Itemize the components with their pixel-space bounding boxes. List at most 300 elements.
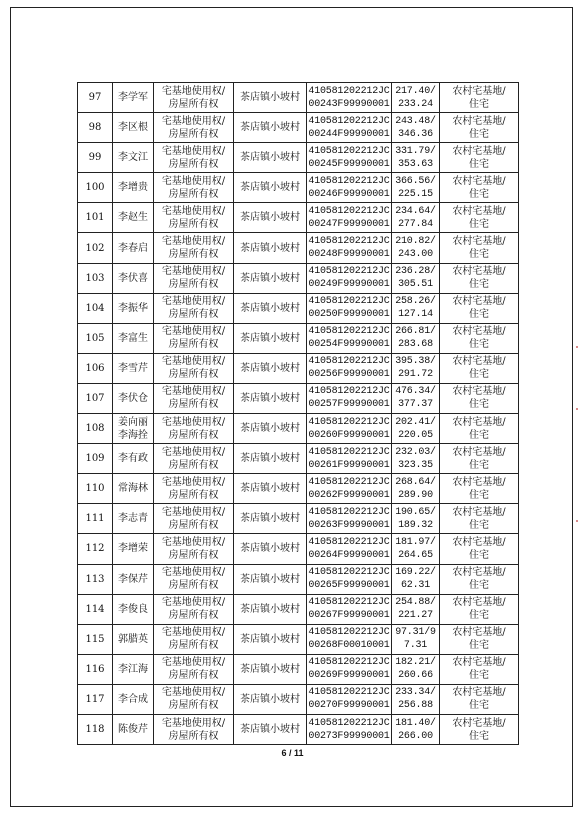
parcel-code-line: 00250F99990001 [308, 309, 390, 321]
row-number-cell: 101 [78, 203, 113, 233]
parcel-code-line: 410581202212JC [308, 627, 390, 639]
location-cell: 茶店镇小坡村 [234, 233, 307, 263]
parcel-code-line: 00254F99990001 [308, 339, 390, 351]
owner-name-line: 李雪芹 [118, 362, 148, 374]
owner-name-line: 李区根 [118, 122, 148, 134]
parcel-code-cell [307, 714, 392, 744]
row-number-cell: 103 [78, 263, 113, 293]
table-row [78, 594, 519, 624]
area-line: 476.34/ [395, 386, 436, 398]
parcel-code-cell [307, 83, 392, 113]
land-use-cell [440, 113, 519, 143]
parcel-code-line: 00264F99990001 [308, 549, 390, 561]
table-row [78, 714, 519, 744]
table-row [78, 684, 519, 714]
location-cell: 茶店镇小坡村 [234, 383, 307, 413]
parcel-code-line: 410581202212JC [308, 536, 390, 548]
owner-name-line: 李伏喜 [118, 272, 148, 284]
location-cell: 茶店镇小坡村 [234, 353, 307, 383]
area-cell [392, 173, 440, 203]
table-row [78, 323, 519, 353]
right-type-cell [154, 414, 234, 444]
right-type-line: 宅基地使用权/ [161, 175, 226, 187]
parcel-code-cell [307, 654, 392, 684]
row-number-cell: 113 [78, 564, 113, 594]
land-use-line: 农村宅基地/ [452, 446, 506, 458]
table-row [78, 173, 519, 203]
page-current: 6 [281, 748, 287, 758]
land-use-cell [440, 534, 519, 564]
owner-name-line: 李合成 [118, 693, 148, 705]
land-use-cell [440, 414, 519, 444]
parcel-code-line: 410581202212JC [308, 356, 390, 368]
location-cell: 茶店镇小坡村 [234, 684, 307, 714]
table-row [78, 624, 519, 654]
right-type-cell [154, 233, 234, 263]
page-total: 11 [294, 748, 304, 758]
location-cell: 茶店镇小坡村 [234, 564, 307, 594]
area-cell [392, 684, 440, 714]
parcel-code-cell [307, 564, 392, 594]
area-line: 169.22/ [395, 567, 436, 579]
area-line: 181.40/ [395, 717, 436, 729]
right-type-line: 宅基地使用权/ [161, 536, 226, 548]
area-line: 256.88 [398, 700, 433, 712]
row-number-cell: 118 [78, 714, 113, 744]
owner-name-cell [113, 383, 154, 413]
parcel-code-line: 410581202212JC [308, 205, 390, 217]
right-type-cell [154, 143, 234, 173]
margin-mark [576, 346, 578, 348]
right-type-line: 宅基地使用权/ [161, 85, 226, 97]
location-cell: 茶店镇小坡村 [234, 444, 307, 474]
parcel-code-line: 00270F99990001 [308, 700, 390, 712]
page-separator: / [286, 748, 294, 758]
owner-name-line: 李江海 [118, 663, 148, 675]
right-type-cell [154, 534, 234, 564]
row-number-cell: 111 [78, 504, 113, 534]
row-number-cell: 109 [78, 444, 113, 474]
location-cell: 茶店镇小坡村 [234, 474, 307, 504]
area-cell [392, 143, 440, 173]
owner-name-line: 李文江 [118, 152, 148, 164]
parcel-code-line: 410581202212JC [308, 85, 390, 97]
land-use-cell [440, 353, 519, 383]
owner-name-cell [113, 594, 154, 624]
location-cell: 茶店镇小坡村 [234, 173, 307, 203]
area-line: 181.97/ [395, 536, 436, 548]
right-type-line: 房屋所有权 [168, 519, 219, 531]
owner-name-line: 李保芹 [118, 573, 148, 585]
land-use-cell [440, 504, 519, 534]
right-type-cell [154, 173, 234, 203]
parcel-code-line: 00248F99990001 [308, 249, 390, 261]
location-cell: 茶店镇小坡村 [234, 143, 307, 173]
right-type-line: 宅基地使用权/ [161, 236, 226, 248]
table-row [78, 474, 519, 504]
right-type-line: 宅基地使用权/ [161, 657, 226, 669]
area-cell [392, 714, 440, 744]
parcel-code-line: 410581202212JC [308, 476, 390, 488]
land-use-line: 农村宅基地/ [452, 85, 506, 97]
area-cell [392, 564, 440, 594]
area-line: 346.36 [398, 128, 433, 140]
parcel-code-line: 410581202212JC [308, 145, 390, 157]
parcel-code-cell [307, 504, 392, 534]
area-line: 305.51 [398, 279, 433, 291]
owner-name-line: 李海拴 [118, 429, 148, 441]
right-type-line: 房屋所有权 [168, 158, 219, 170]
right-type-line: 房屋所有权 [168, 610, 219, 622]
land-use-line: 农村宅基地/ [452, 266, 506, 278]
land-use-line: 农村宅基地/ [452, 476, 506, 488]
margin-mark [576, 520, 578, 522]
row-number-cell: 102 [78, 233, 113, 263]
area-line: 266.00 [398, 730, 433, 742]
area-cell [392, 263, 440, 293]
row-number-cell: 100 [78, 173, 113, 203]
owner-name-cell [113, 323, 154, 353]
area-line: 353.63 [398, 158, 433, 170]
area-line: 210.82/ [395, 236, 436, 248]
area-cell [392, 624, 440, 654]
parcel-code-line: 00262F99990001 [308, 489, 390, 501]
land-use-cell [440, 594, 519, 624]
area-line: 283.68 [398, 339, 433, 351]
area-cell [392, 383, 440, 413]
right-type-cell [154, 383, 234, 413]
location-cell: 茶店镇小坡村 [234, 293, 307, 323]
parcel-code-line: 410581202212JC [308, 567, 390, 579]
land-use-line: 住宅 [469, 339, 489, 351]
owner-name-line: 李伏仓 [118, 392, 148, 404]
parcel-code-cell [307, 323, 392, 353]
parcel-code-line: 00261F99990001 [308, 459, 390, 471]
land-use-line: 住宅 [469, 489, 489, 501]
area-line: 190.65/ [395, 506, 436, 518]
area-line: 221.27 [398, 610, 433, 622]
owner-name-cell [113, 684, 154, 714]
parcel-code-cell [307, 474, 392, 504]
parcel-code-line: 00243F99990001 [308, 98, 390, 110]
land-use-line: 住宅 [469, 429, 489, 441]
owner-name-cell [113, 654, 154, 684]
table-row [78, 203, 519, 233]
owner-name-cell [113, 624, 154, 654]
right-type-cell [154, 504, 234, 534]
table-row [78, 263, 519, 293]
land-use-line: 住宅 [469, 519, 489, 531]
area-line: 266.81/ [395, 326, 436, 338]
right-type-line: 房屋所有权 [168, 188, 219, 200]
parcel-code-cell [307, 534, 392, 564]
land-use-line: 农村宅基地/ [452, 717, 506, 729]
area-cell [392, 474, 440, 504]
land-use-line: 农村宅基地/ [452, 506, 506, 518]
right-type-cell [154, 564, 234, 594]
land-use-line: 农村宅基地/ [452, 657, 506, 669]
right-type-line: 房屋所有权 [168, 279, 219, 291]
right-type-line: 房屋所有权 [168, 580, 219, 592]
right-type-line: 宅基地使用权/ [161, 506, 226, 518]
owner-name-cell [113, 353, 154, 383]
right-type-cell [154, 624, 234, 654]
parcel-code-line: 410581202212JC [308, 657, 390, 669]
row-number-cell: 108 [78, 414, 113, 444]
area-cell [392, 654, 440, 684]
owner-name-line: 郭腊英 [118, 633, 148, 645]
right-type-line: 宅基地使用权/ [161, 476, 226, 488]
owner-name-line: 陈俊芹 [118, 724, 148, 736]
parcel-code-line: 00265F99990001 [308, 580, 390, 592]
right-type-cell [154, 113, 234, 143]
land-use-line: 农村宅基地/ [452, 687, 506, 699]
land-use-line: 住宅 [469, 549, 489, 561]
right-type-cell [154, 293, 234, 323]
table-row [78, 293, 519, 323]
parcel-code-line: 410581202212JC [308, 236, 390, 248]
row-number-cell: 117 [78, 684, 113, 714]
location-cell: 茶店镇小坡村 [234, 654, 307, 684]
right-type-line: 宅基地使用权/ [161, 266, 226, 278]
land-use-cell [440, 383, 519, 413]
right-type-line: 房屋所有权 [168, 429, 219, 441]
area-cell [392, 293, 440, 323]
right-type-line: 宅基地使用权/ [161, 597, 226, 609]
location-cell: 茶店镇小坡村 [234, 414, 307, 444]
right-type-cell [154, 714, 234, 744]
area-cell [392, 233, 440, 263]
area-line: 217.40/ [395, 85, 436, 97]
right-type-line: 宅基地使用权/ [161, 446, 226, 458]
parcel-code-line: 410581202212JC [308, 386, 390, 398]
land-use-line: 农村宅基地/ [452, 356, 506, 368]
area-cell [392, 83, 440, 113]
parcel-code-line: 00244F99990001 [308, 128, 390, 140]
right-type-line: 房屋所有权 [168, 549, 219, 561]
parcel-code-cell [307, 444, 392, 474]
area-line: 97.31/9 [395, 627, 436, 639]
location-cell: 茶店镇小坡村 [234, 263, 307, 293]
right-type-line: 房屋所有权 [168, 249, 219, 261]
land-use-line: 住宅 [469, 309, 489, 321]
land-use-line: 住宅 [469, 158, 489, 170]
land-use-cell [440, 684, 519, 714]
land-use-line: 农村宅基地/ [452, 416, 506, 428]
owner-name-line: 李有政 [118, 453, 148, 465]
owner-name-cell [113, 714, 154, 744]
right-type-cell [154, 684, 234, 714]
row-number-cell: 115 [78, 624, 113, 654]
land-use-line: 住宅 [469, 610, 489, 622]
right-type-cell [154, 323, 234, 353]
owner-name-line: 李学军 [118, 92, 148, 104]
owner-name-cell [113, 263, 154, 293]
area-line: 243.00 [398, 249, 433, 261]
right-type-cell [154, 654, 234, 684]
parcel-code-line: 410581202212JC [308, 416, 390, 428]
area-line: 331.79/ [395, 145, 436, 157]
row-number-cell: 107 [78, 383, 113, 413]
right-type-cell [154, 263, 234, 293]
location-cell: 茶店镇小坡村 [234, 714, 307, 744]
table-row [78, 654, 519, 684]
owner-name-cell [113, 83, 154, 113]
right-type-line: 房屋所有权 [168, 339, 219, 351]
right-type-cell [154, 83, 234, 113]
land-use-line: 农村宅基地/ [452, 175, 506, 187]
parcel-code-cell [307, 173, 392, 203]
parcel-code-line: 410581202212JC [308, 115, 390, 127]
parcel-code-line: 00257F99990001 [308, 399, 390, 411]
right-type-line: 宅基地使用权/ [161, 567, 226, 579]
area-line: 323.35 [398, 459, 433, 471]
row-number-cell: 97 [78, 83, 113, 113]
area-line: 236.28/ [395, 266, 436, 278]
parcel-code-cell [307, 263, 392, 293]
area-cell [392, 594, 440, 624]
area-line: 268.64/ [395, 476, 436, 488]
area-line: 260.66 [398, 670, 433, 682]
land-use-line: 农村宅基地/ [452, 296, 506, 308]
area-cell [392, 444, 440, 474]
right-type-line: 房屋所有权 [168, 218, 219, 230]
owner-name-line: 李增荣 [118, 543, 148, 555]
table-row [78, 113, 519, 143]
location-cell: 茶店镇小坡村 [234, 504, 307, 534]
area-line: 182.21/ [395, 657, 436, 669]
parcel-code-cell [307, 414, 392, 444]
row-number-cell: 104 [78, 293, 113, 323]
area-line: 202.41/ [395, 416, 436, 428]
parcel-code-line: 00263F99990001 [308, 519, 390, 531]
owner-name-cell [113, 414, 154, 444]
location-cell: 茶店镇小坡村 [234, 113, 307, 143]
area-cell [392, 504, 440, 534]
owner-name-line: 李志青 [118, 513, 148, 525]
land-use-line: 住宅 [469, 700, 489, 712]
owner-name-cell [113, 444, 154, 474]
owner-name-cell [113, 113, 154, 143]
row-number-cell: 114 [78, 594, 113, 624]
owner-name-line: 常海林 [118, 483, 148, 495]
area-cell [392, 323, 440, 353]
owner-name-cell [113, 504, 154, 534]
right-type-cell [154, 474, 234, 504]
right-type-line: 宅基地使用权/ [161, 296, 226, 308]
area-line: 234.64/ [395, 205, 436, 217]
right-type-line: 房屋所有权 [168, 670, 219, 682]
owner-name-cell [113, 233, 154, 263]
owner-name-cell [113, 143, 154, 173]
area-line: 233.34/ [395, 687, 436, 699]
land-use-cell [440, 203, 519, 233]
owner-name-cell [113, 534, 154, 564]
land-use-line: 农村宅基地/ [452, 627, 506, 639]
land-use-line: 住宅 [469, 730, 489, 742]
owner-name-cell [113, 564, 154, 594]
margin-mark [576, 408, 578, 410]
owner-name-cell [113, 173, 154, 203]
parcel-code-line: 410581202212JC [308, 687, 390, 699]
area-line: 264.65 [398, 549, 433, 561]
area-cell [392, 113, 440, 143]
table-row [78, 233, 519, 263]
row-number-cell: 110 [78, 474, 113, 504]
parcel-code-line: 00260F99990001 [308, 429, 390, 441]
right-type-line: 房屋所有权 [168, 399, 219, 411]
land-use-line: 住宅 [469, 459, 489, 471]
land-use-line: 农村宅基地/ [452, 205, 506, 217]
right-type-line: 宅基地使用权/ [161, 627, 226, 639]
area-line: 277.84 [398, 218, 433, 230]
right-type-cell [154, 203, 234, 233]
parcel-code-line: 00246F99990001 [308, 188, 390, 200]
right-type-line: 宅基地使用权/ [161, 205, 226, 217]
parcel-code-line: 00256F99990001 [308, 369, 390, 381]
location-cell: 茶店镇小坡村 [234, 203, 307, 233]
parcel-code-line: 00267F99990001 [308, 610, 390, 622]
owner-name-line: 李增贵 [118, 182, 148, 194]
right-type-cell [154, 353, 234, 383]
parcel-code-line: 00273F99990001 [308, 730, 390, 742]
land-use-cell [440, 474, 519, 504]
parcel-code-line: 410581202212JC [308, 597, 390, 609]
land-use-cell [440, 714, 519, 744]
table-row [78, 353, 519, 383]
right-type-line: 房屋所有权 [168, 489, 219, 501]
land-use-cell [440, 564, 519, 594]
parcel-code-cell [307, 233, 392, 263]
owner-name-line: 李富生 [118, 332, 148, 344]
land-use-line: 住宅 [469, 249, 489, 261]
land-use-cell [440, 293, 519, 323]
right-type-line: 房屋所有权 [168, 700, 219, 712]
land-use-line: 农村宅基地/ [452, 597, 506, 609]
parcel-code-line: 410581202212JC [308, 506, 390, 518]
parcel-code-line: 00268F00010001 [308, 640, 390, 652]
land-use-line: 住宅 [469, 279, 489, 291]
area-line: 243.48/ [395, 115, 436, 127]
land-use-cell [440, 233, 519, 263]
land-use-line: 住宅 [469, 188, 489, 200]
parcel-code-cell [307, 293, 392, 323]
land-use-line: 农村宅基地/ [452, 386, 506, 398]
location-cell: 茶店镇小坡村 [234, 323, 307, 353]
table-body [78, 83, 519, 745]
owner-name-line: 李俊良 [118, 603, 148, 615]
area-cell [392, 414, 440, 444]
parcel-code-line: 410581202212JC [308, 446, 390, 458]
land-use-line: 农村宅基地/ [452, 536, 506, 548]
land-use-cell [440, 624, 519, 654]
row-number-cell: 112 [78, 534, 113, 564]
area-line: 233.24 [398, 98, 433, 110]
row-number-cell: 106 [78, 353, 113, 383]
area-line: 254.88/ [395, 597, 436, 609]
parcel-code-line: 00247F99990001 [308, 218, 390, 230]
right-type-line: 宅基地使用权/ [161, 717, 226, 729]
area-cell [392, 534, 440, 564]
table-row [78, 383, 519, 413]
parcel-code-cell [307, 203, 392, 233]
land-use-cell [440, 444, 519, 474]
land-use-line: 农村宅基地/ [452, 567, 506, 579]
right-type-line: 房屋所有权 [168, 459, 219, 471]
parcel-code-cell [307, 684, 392, 714]
land-use-cell [440, 323, 519, 353]
area-line: 289.90 [398, 489, 433, 501]
